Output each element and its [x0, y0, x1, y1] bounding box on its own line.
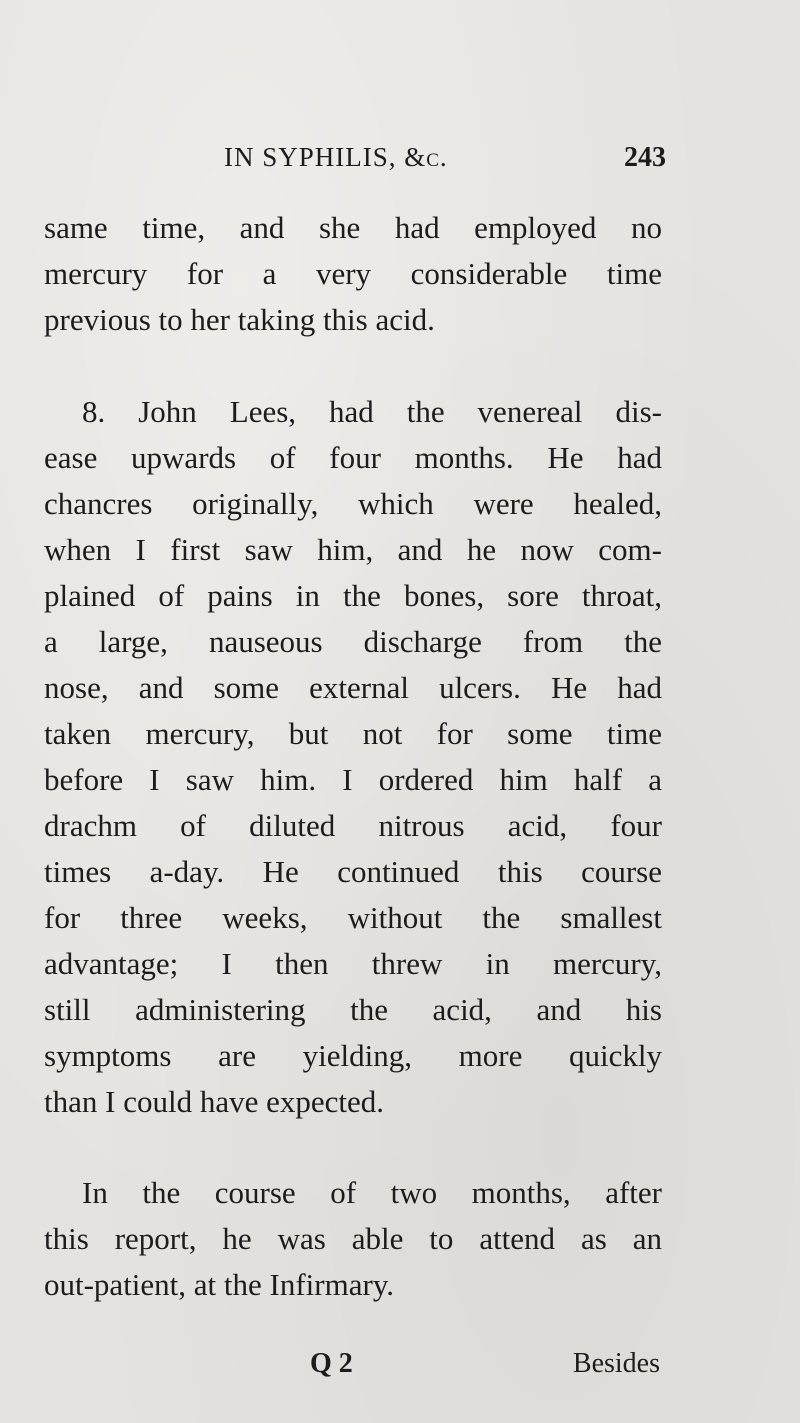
running-head-title: IN SYPHILIS, &c.	[224, 142, 448, 172]
text-line: nose, and some external ulcers. He had	[44, 670, 662, 705]
text-line: drachm of diluted nitrous acid, four	[44, 808, 662, 843]
text-line: mercury for a very considerable time	[44, 256, 662, 291]
text-line: out-patient, at the Infirmary.	[44, 1267, 395, 1302]
page-footer	[44, 1348, 660, 1388]
text-line: chancres originally, which were healed,	[44, 486, 662, 521]
text-line: taken mercury, but not for some time	[44, 716, 662, 751]
running-head	[44, 142, 666, 182]
text-line: for three weeks, without the smallest	[44, 900, 662, 935]
text-line: plained of pains in the bones, sore throat,	[44, 578, 662, 613]
text-line: times a-day. He continued this course	[44, 854, 662, 889]
text-line: previous to her taking this acid.	[44, 302, 435, 337]
text-line: before I saw him. I ordered him half a	[44, 762, 662, 797]
text-line: this report, he was able to attend as an	[44, 1221, 662, 1256]
text-line: 8. John Lees, had the venereal dis-	[82, 394, 662, 429]
text-line: ease upwards of four months. He had	[44, 440, 662, 475]
signature-mark: Q 2	[310, 1348, 353, 1379]
text-line: same time, and she had employed no	[44, 210, 662, 245]
text-line: a large, nauseous discharge from the	[44, 624, 662, 659]
text-line: when I first saw him, and he now com-	[44, 532, 662, 567]
catchword: Besides	[572, 1348, 660, 1379]
text-line: symptoms are yielding, more quickly	[44, 1038, 662, 1073]
page-number: 243	[624, 142, 666, 173]
paragraph-outcome	[44, 1170, 662, 1308]
paragraph-case-8	[44, 389, 662, 1125]
paragraph-continuation	[44, 205, 662, 343]
text-line: still administering the acid, and his	[44, 992, 662, 1027]
text-line: advantage; I then threw in mercury,	[44, 946, 662, 981]
text-line: than I could have expected.	[44, 1084, 384, 1119]
text-line: In the course of two months, after	[82, 1175, 662, 1210]
